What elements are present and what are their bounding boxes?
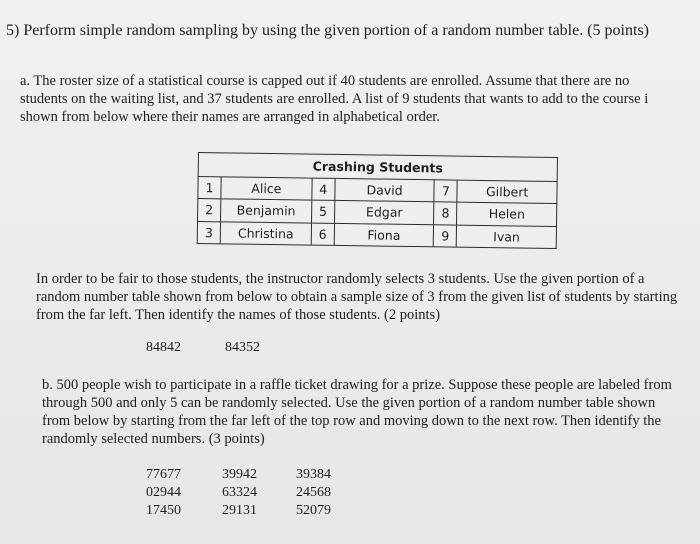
part-b-text-line: through 500 and only 5 can be randomly selected. Use the given portion of a random number table shown	[42, 395, 656, 411]
random-number: 63324	[222, 485, 257, 500]
student-number: 8	[434, 202, 457, 225]
student-name: Christina	[220, 221, 311, 245]
crashing-students-table	[197, 152, 558, 249]
instruction-text-line: random number table shown from below to obtain a sample size of 3 from the given list of students by starting	[36, 289, 678, 305]
student-name: Gilbert	[457, 180, 557, 204]
table-row	[197, 221, 556, 248]
student-name: Ivan	[457, 225, 557, 249]
student-name: Benjamin	[221, 199, 312, 223]
random-number: 17450	[146, 503, 181, 518]
student-number: 2	[198, 199, 221, 222]
random-number: 39942	[222, 467, 257, 482]
random-number-table	[146, 466, 366, 519]
instruction-text-line: In order to be fair to those students, the instructor randomly selects 3 students. Use the given portion of a	[36, 271, 645, 287]
student-name: Fiona	[334, 223, 434, 247]
student-number: 5	[311, 200, 334, 223]
student-number: 4	[312, 178, 335, 201]
student-number: 7	[434, 179, 457, 202]
random-number: 29131	[222, 503, 257, 518]
student-number: 3	[197, 221, 220, 244]
part-b-text-line: b. 500 people wish to participate in a raffle ticket drawing for a prize. Suppose these people are labeled from	[42, 377, 672, 393]
student-number: 9	[434, 224, 457, 247]
student-name: Helen	[457, 202, 557, 226]
question-heading: 5) Perform simple random sampling by using the given portion of a random number table. (5 points)	[6, 22, 649, 39]
part-a-text-line: a. The roster size of a statistical course is capped out if 40 students are enrolled. Assume that there are no	[20, 73, 630, 89]
student-name: Alice	[221, 176, 312, 200]
table-title: Crashing Students	[198, 153, 557, 182]
random-number: 39384	[296, 467, 331, 482]
student-name: Edgar	[334, 200, 434, 224]
instruction-text-line: from the far left. Then identify the names of those students. (2 points)	[36, 307, 441, 323]
random-number: 77677	[146, 467, 181, 482]
part-a-text-line: shown from below where their names are arranged in alphabetical order.	[20, 109, 440, 125]
random-number: 52079	[296, 503, 331, 518]
random-number: 02944	[146, 485, 181, 500]
random-number: 84842	[146, 340, 181, 355]
random-number: 24568	[296, 485, 331, 500]
student-name: David	[335, 178, 435, 202]
part-b-text-line: from below by starting from the far left of the top row and moving down to the next row. Then identify the	[42, 413, 661, 429]
student-number: 6	[311, 223, 334, 246]
part-a-text-line: students on the waiting list, and 37 students are enrolled. A list of 9 students that wants to add to the course i	[20, 91, 649, 107]
random-number: 84352	[225, 340, 260, 355]
part-b-text-line: randomly selected numbers. (3 points)	[42, 431, 265, 447]
student-number: 1	[198, 176, 221, 199]
